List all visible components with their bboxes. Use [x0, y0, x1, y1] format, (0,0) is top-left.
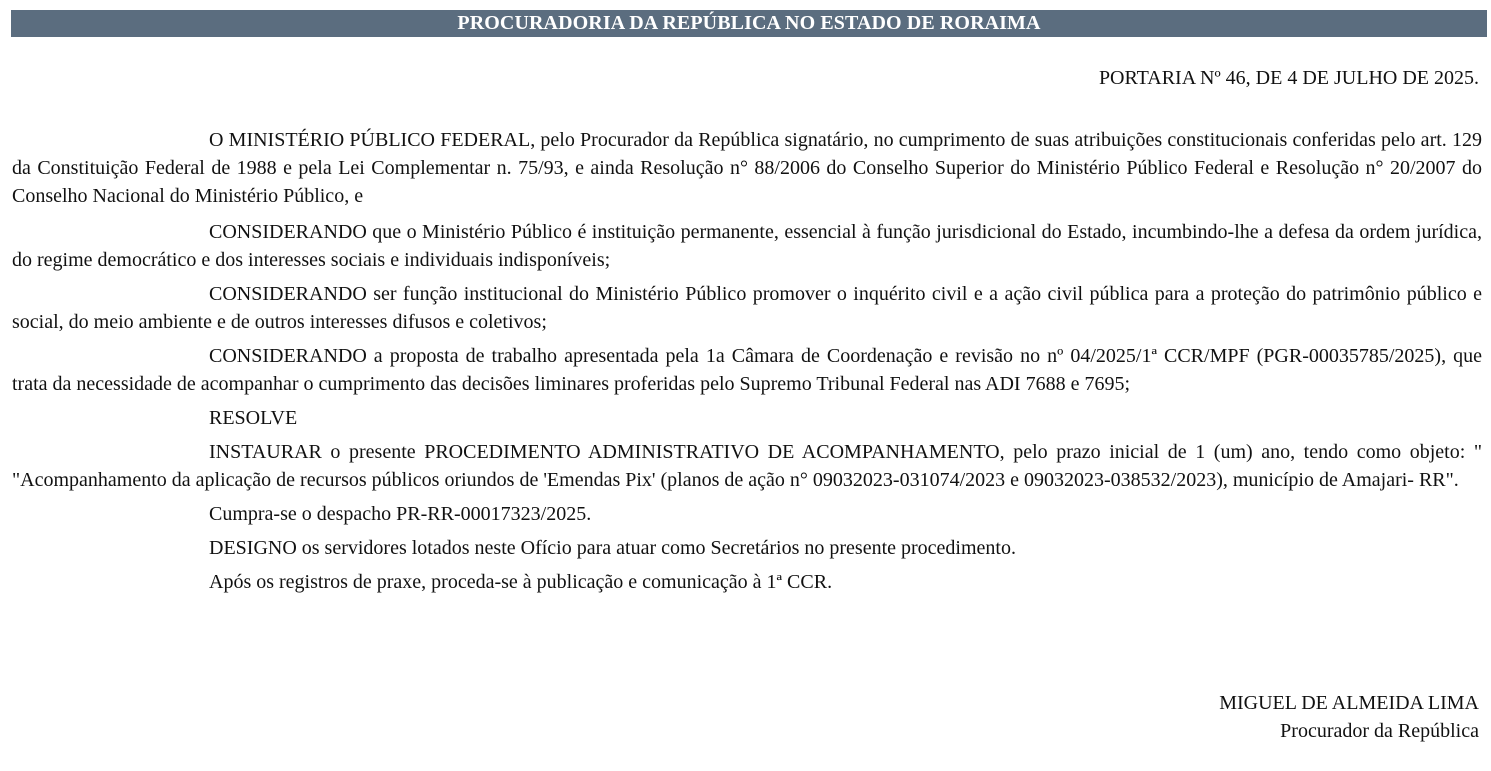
- paragraph-considerando-1: CONSIDERANDO que o Ministério Público é instituição permanente, essencial à função jurisdicional do Estado, incumbindo-lhe a defesa da ordem jurídica, do regime democrático e dos interesses sociais e individuais indisponíveis;: [12, 221, 1482, 271]
- paragraph-considerando-3: CONSIDERANDO a proposta de trabalho apresentada pela 1a Câmara de Coordenação e revisão no nº 04/2025/1ª CCR/MPF (PGR-00035785/2025), que trata da necessidade de acompanhar o cumprimento das decisões liminares proferidas pelo Supremo Tribunal Federal nas ADI 7688 e 7695;: [12, 345, 1482, 395]
- portaria-title: PORTARIA Nº 46, DE 4 DE JULHO DE 2025.: [1098, 67, 1479, 89]
- document-body: [12, 126, 1482, 602]
- paragraph-cumpra-se: Cumpra-se o despacho PR-RR-00017323/2025.: [209, 503, 592, 525]
- paragraph-designo: DESIGNO os servidores lotados neste Ofício para atuar como Secretários no presente procedimento.: [209, 537, 1016, 559]
- paragraph-considerando-2: CONSIDERANDO ser função institucional do Ministério Público promover o inquérito civil e a ação civil pública para a proteção do patrimônio público e social, do meio ambiente e de outros interesses difusos e coletivos;: [12, 283, 1482, 333]
- paragraph-resolve: RESOLVE: [209, 407, 298, 429]
- header-bar: [11, 10, 1487, 37]
- signature-block: [1219, 689, 1479, 745]
- paragraph-preamble: O MINISTÉRIO PÚBLICO FEDERAL, pelo Procurador da República signatário, no cumprimento de suas atribuições constitucionais conferidas pelo art. 129 da Constituição Federal de 1988 e pela Lei Complementar n. 75/93, e ainda Resolução n° 88/2006 do Conselho Superior do Ministério Público Federal e Resolução n° 20/2007 do Conselho Nacional do Ministério Público, e: [12, 129, 1482, 207]
- header-title: PROCURADORIA DA REPÚBLICA NO ESTADO DE RORAIMA: [457, 12, 1041, 34]
- paragraph-apos-registros: Após os registros de praxe, proceda-se à publicação e comunicação à 1ª CCR.: [209, 571, 833, 593]
- signature-name: MIGUEL DE ALMEIDA LIMA: [1219, 692, 1479, 714]
- paragraph-instaurar: INSTAURAR o presente PROCEDIMENTO ADMINISTRATIVO DE ACOMPANHAMENTO, pelo prazo inicial de 1 (um) ano, tendo como objeto: " "Acompanhamento da aplicação de recursos públicos oriundos de 'Emendas Pix' (planos de ação n° 09032023-031074/2023 e 09032023-038532/2023), município de Amajari- RR".: [12, 441, 1482, 491]
- signature-role: Procurador da República: [1280, 720, 1479, 742]
